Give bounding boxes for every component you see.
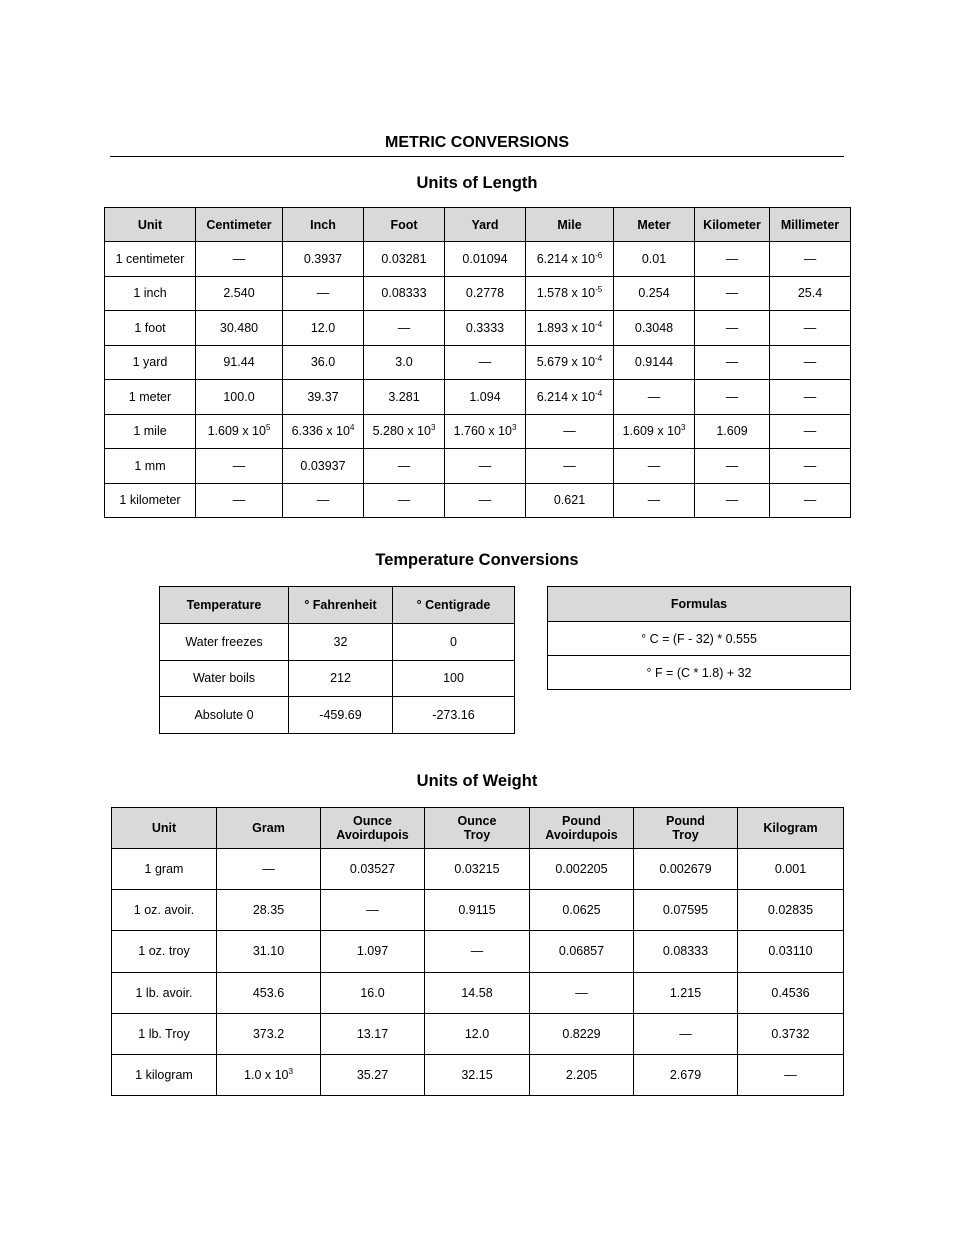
weight-cell: 0.001 xyxy=(738,849,844,890)
weight-header-gram: Gram xyxy=(217,808,321,849)
table-row xyxy=(112,849,844,890)
table-row xyxy=(105,311,851,346)
weight-header-unit: Unit xyxy=(112,808,217,849)
length-cell: — xyxy=(364,311,445,346)
length-cell: — xyxy=(770,311,851,346)
table-row xyxy=(548,656,851,690)
temperature-cell: -273.16 xyxy=(393,697,515,734)
length-cell: — xyxy=(695,380,770,415)
length-row-label: 1 yard xyxy=(105,345,196,380)
table-row xyxy=(112,890,844,931)
length-cell: 3.281 xyxy=(364,380,445,415)
weight-cell: — xyxy=(217,849,321,890)
weight-cell: 1.097 xyxy=(321,931,425,972)
length-header-unit: Unit xyxy=(105,208,196,242)
weight-cell: 0.9115 xyxy=(425,890,530,931)
length-header-mile: Mile xyxy=(526,208,614,242)
length-header-millimeter: Millimeter xyxy=(770,208,851,242)
length-row-label: 1 inch xyxy=(105,276,196,311)
temperature-cell: -459.69 xyxy=(289,697,393,734)
temperature-header-temperature: Temperature xyxy=(160,587,289,624)
length-cell: — xyxy=(196,242,283,277)
weight-cell: 373.2 xyxy=(217,1013,321,1054)
length-cell: 0.2778 xyxy=(445,276,526,311)
weight-cell: — xyxy=(738,1054,844,1095)
weight-cell: 0.8229 xyxy=(530,1013,634,1054)
length-cell: 0.03281 xyxy=(364,242,445,277)
length-cell: 0.254 xyxy=(614,276,695,311)
length-cell: 0.01094 xyxy=(445,242,526,277)
length-cell: — xyxy=(770,449,851,484)
weight-cell: 2.205 xyxy=(530,1054,634,1095)
length-cell: 1.609 xyxy=(695,414,770,449)
length-header-foot: Foot xyxy=(364,208,445,242)
length-cell: — xyxy=(526,449,614,484)
weight-row-label: 1 lb. Troy xyxy=(112,1013,217,1054)
weight-cell: — xyxy=(530,972,634,1013)
length-cell: — xyxy=(770,345,851,380)
table-row xyxy=(112,1013,844,1054)
temperature-header-fahrenheit: ° Fahrenheit xyxy=(289,587,393,624)
length-header-yard: Yard xyxy=(445,208,526,242)
weight-cell: 0.06857 xyxy=(530,931,634,972)
length-row-label: 1 mm xyxy=(105,449,196,484)
length-cell: — xyxy=(196,449,283,484)
length-cell: 30.480 xyxy=(196,311,283,346)
temperature-header-centigrade: ° Centigrade xyxy=(393,587,515,624)
table-row xyxy=(105,242,851,277)
length-cell: — xyxy=(695,345,770,380)
weight-cell: 0.002205 xyxy=(530,849,634,890)
weight-cell: 0.03215 xyxy=(425,849,530,890)
length-cell: 3.0 xyxy=(364,345,445,380)
weight-cell: 28.35 xyxy=(217,890,321,931)
length-header-meter: Meter xyxy=(614,208,695,242)
temperature-row-label: Absolute 0 xyxy=(160,697,289,734)
length-cell: 0.3048 xyxy=(614,311,695,346)
weight-cell: 35.27 xyxy=(321,1054,425,1095)
weight-cell: 14.58 xyxy=(425,972,530,1013)
weight-cell: 1.0 x $10^3$ xyxy=(217,1054,321,1095)
weight-cell: 0.002679 xyxy=(634,849,738,890)
length-cell: — xyxy=(614,483,695,518)
length-cell: — xyxy=(614,449,695,484)
length-cell: — xyxy=(445,483,526,518)
weight-cell: 13.17 xyxy=(321,1013,425,1054)
weight-section-title: Units of Weight xyxy=(416,772,538,790)
length-cell: — xyxy=(770,242,851,277)
length-cell: 12.0 xyxy=(283,311,364,346)
length-table xyxy=(104,207,851,518)
temperature-row-label: Water boils xyxy=(160,660,289,697)
weight-row-label: 1 oz. troy xyxy=(112,931,217,972)
table-row xyxy=(160,624,515,661)
temperature-table xyxy=(159,586,515,734)
weight-cell: 0.0625 xyxy=(530,890,634,931)
length-cell: 2.540 xyxy=(196,276,283,311)
weight-header-kilogram: Kilogram xyxy=(738,808,844,849)
length-cell: 1.893 x $10^{-4}$ xyxy=(526,311,614,346)
length-cell: 91.44 xyxy=(196,345,283,380)
length-cell: 1.609 x $10^3$ xyxy=(614,414,695,449)
length-row-label: 1 foot xyxy=(105,311,196,346)
temperature-cell: 212 xyxy=(289,660,393,697)
weight-row-label: 1 kilogram xyxy=(112,1054,217,1095)
formulas-header: Formulas xyxy=(548,587,851,622)
length-cell: 0.3937 xyxy=(283,242,364,277)
length-cell: — xyxy=(695,242,770,277)
length-cell: 6.214 x $10^{-4}$ xyxy=(526,380,614,415)
weight-cell: 0.3732 xyxy=(738,1013,844,1054)
length-section-title: Units of Length xyxy=(416,174,538,192)
weight-header-pound-avoirdupois: Pound Avoirdupois xyxy=(530,808,634,849)
weight-header-pound-troy: Pound Troy xyxy=(634,808,738,849)
table-row xyxy=(160,660,515,697)
table-row xyxy=(112,931,844,972)
weight-cell: — xyxy=(321,890,425,931)
formula-cell: ° C = (F - 32) * 0.555 xyxy=(548,622,851,656)
length-cell: — xyxy=(283,276,364,311)
table-row xyxy=(105,483,851,518)
length-cell: — xyxy=(196,483,283,518)
length-header-kilometer: Kilometer xyxy=(695,208,770,242)
table-row xyxy=(112,1054,844,1095)
length-cell: 1.760 x $10^3$ xyxy=(445,414,526,449)
title-divider xyxy=(110,156,844,157)
length-row-label: 1 mile xyxy=(105,414,196,449)
page-title: METRIC CONVERSIONS xyxy=(384,134,569,151)
temperature-cell: 32 xyxy=(289,624,393,661)
length-cell: 0.03937 xyxy=(283,449,364,484)
weight-cell: — xyxy=(425,931,530,972)
weight-cell: 16.0 xyxy=(321,972,425,1013)
weight-cell: — xyxy=(634,1013,738,1054)
length-cell: — xyxy=(614,380,695,415)
length-cell: — xyxy=(445,345,526,380)
length-cell: 0.9144 xyxy=(614,345,695,380)
length-cell: 5.679 x $10^{-4}$ xyxy=(526,345,614,380)
weight-header-ounce-troy: Ounce Troy xyxy=(425,808,530,849)
weight-cell: 2.679 xyxy=(634,1054,738,1095)
length-cell: 100.0 xyxy=(196,380,283,415)
length-cell: 1.578 x $10^{-5}$ xyxy=(526,276,614,311)
weight-cell: 0.03110 xyxy=(738,931,844,972)
length-row-label: 1 meter xyxy=(105,380,196,415)
length-cell: 25.4 xyxy=(770,276,851,311)
formulas-table xyxy=(547,586,851,690)
table-row xyxy=(105,414,851,449)
temperature-cell: 0 xyxy=(393,624,515,661)
formula-cell: ° F = (C * 1.8) + 32 xyxy=(548,656,851,690)
length-cell: 6.336 x $10^4$ xyxy=(283,414,364,449)
length-cell: 1.094 xyxy=(445,380,526,415)
length-cell: — xyxy=(526,414,614,449)
temperature-row-label: Water freezes xyxy=(160,624,289,661)
weight-cell: 0.02835 xyxy=(738,890,844,931)
length-cell: 36.0 xyxy=(283,345,364,380)
weight-cell: 0.08333 xyxy=(634,931,738,972)
length-cell: — xyxy=(695,276,770,311)
weight-cell: 0.4536 xyxy=(738,972,844,1013)
length-cell: — xyxy=(770,414,851,449)
length-cell: 0.01 xyxy=(614,242,695,277)
length-row-label: 1 kilometer xyxy=(105,483,196,518)
weight-cell: 0.07595 xyxy=(634,890,738,931)
length-cell: — xyxy=(283,483,364,518)
length-cell: 0.621 xyxy=(526,483,614,518)
weight-row-label: 1 oz. avoir. xyxy=(112,890,217,931)
weight-row-label: 1 lb. avoir. xyxy=(112,972,217,1013)
length-cell: 6.214 x $10^{-6}$ xyxy=(526,242,614,277)
table-row xyxy=(105,276,851,311)
weight-cell: 453.6 xyxy=(217,972,321,1013)
weight-cell: 31.10 xyxy=(217,931,321,972)
length-cell: 39.37 xyxy=(283,380,364,415)
table-row xyxy=(105,345,851,380)
table-row xyxy=(105,380,851,415)
weight-cell: 0.03527 xyxy=(321,849,425,890)
temperature-section-title: Temperature Conversions xyxy=(375,551,579,569)
weight-table xyxy=(111,807,844,1096)
length-cell: 0.3333 xyxy=(445,311,526,346)
length-cell: — xyxy=(695,311,770,346)
length-cell: — xyxy=(364,449,445,484)
length-cell: — xyxy=(770,380,851,415)
table-row xyxy=(548,622,851,656)
weight-cell: 12.0 xyxy=(425,1013,530,1054)
length-cell: — xyxy=(770,483,851,518)
length-cell: — xyxy=(695,483,770,518)
weight-row-label: 1 gram xyxy=(112,849,217,890)
length-row-label: 1 centimeter xyxy=(105,242,196,277)
weight-cell: 1.215 xyxy=(634,972,738,1013)
length-cell: — xyxy=(364,483,445,518)
length-cell: 1.609 x $10^5$ xyxy=(196,414,283,449)
length-cell: — xyxy=(445,449,526,484)
length-header-centimeter: Centimeter xyxy=(196,208,283,242)
weight-cell: 32.15 xyxy=(425,1054,530,1095)
table-row xyxy=(160,697,515,734)
length-cell: — xyxy=(695,449,770,484)
table-row xyxy=(105,449,851,484)
table-row xyxy=(112,972,844,1013)
weight-header-ounce-avoirdupois: Ounce Avoirdupois xyxy=(321,808,425,849)
length-header-inch: Inch xyxy=(283,208,364,242)
length-cell: 5.280 x $10^3$ xyxy=(364,414,445,449)
length-cell: 0.08333 xyxy=(364,276,445,311)
temperature-cell: 100 xyxy=(393,660,515,697)
